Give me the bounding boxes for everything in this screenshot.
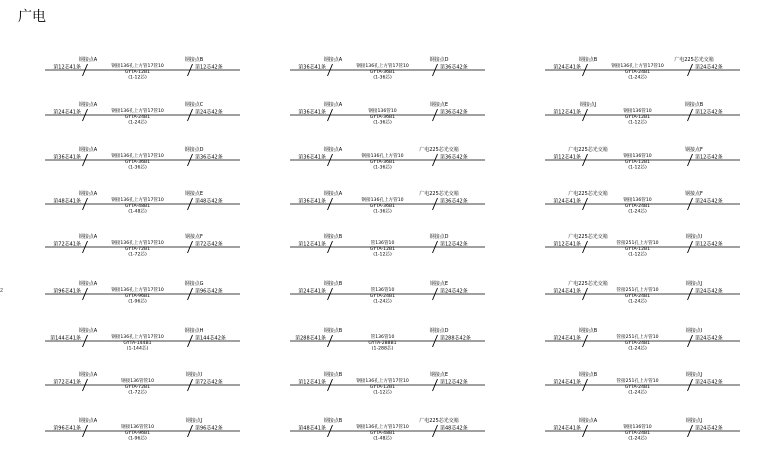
route-description: 管接251孔上方管10 <box>616 335 659 340</box>
cable-segment <box>290 371 485 396</box>
fiber-count-label: 第24芯42条 <box>695 379 723 386</box>
splice-point-label: 钢接点E <box>184 191 204 197</box>
route-description: 钢接136孔上方管17管10 <box>111 109 164 114</box>
splice-point-label: 钢接点D <box>184 147 204 153</box>
core-range: (1-12芯) <box>373 252 392 258</box>
route-description: 钢接136管10 <box>623 154 652 159</box>
fiber-count-label: 第24芯42条 <box>695 64 723 71</box>
cable-segment <box>45 280 240 305</box>
fiber-count-label: 第288芯42条 <box>440 335 471 342</box>
splice-point-label: 钢接点D <box>429 234 449 240</box>
cable-model: GYTA-24B1 <box>624 70 651 75</box>
splice-point-label: 钢接点A <box>78 57 98 63</box>
cable-model: GYTA-36B1 <box>369 115 396 120</box>
fiber-count-label: 第72芯42条 <box>195 379 223 386</box>
splice-point-label: 钢接点B <box>323 281 343 287</box>
splice-point-label: 钢接点A <box>78 328 98 334</box>
route-description: 钢接136孔上方管17管10 <box>111 64 164 69</box>
cable-model: GYTA-12B1 <box>369 247 396 252</box>
splice-point-label: 钢接点A <box>323 57 343 63</box>
core-range: (1-12芯) <box>628 165 647 171</box>
fiber-count-label: 第72芯41条 <box>53 241 81 248</box>
core-range: (1-24芯) <box>628 299 647 305</box>
fiber-count-label: 第48芯42条 <box>195 198 223 205</box>
cable-model: GYTA-24B1 <box>369 294 396 299</box>
cable-model: GYTA-36B1 <box>369 204 396 209</box>
fiber-count-label: 第48芯41条 <box>53 198 81 205</box>
cable-model: GYTA-36B1 <box>124 160 151 165</box>
fiber-count-label: 第24芯42条 <box>440 288 468 295</box>
cable-segment <box>545 233 740 258</box>
core-range: (1-96芯) <box>128 299 147 305</box>
splice-point-label: 钢接点B <box>578 57 598 63</box>
splice-point-label: 钢接点A <box>323 147 343 153</box>
cable-model: GYTA-96B1 <box>124 431 151 436</box>
core-range: (1-24芯) <box>628 209 647 215</box>
fiber-count-label: 第288芯41条 <box>295 335 326 342</box>
fiber-count-label: 第24芯41条 <box>298 288 326 295</box>
route-description: 管接251孔上方管10 <box>616 288 659 293</box>
core-range: (1-36芯) <box>373 209 392 215</box>
fiber-count-label: 第36芯41条 <box>298 64 326 71</box>
cable-model: GYTA-288B1 <box>368 341 397 346</box>
fiber-count-label: 第96芯42条 <box>195 288 223 295</box>
splice-point-label: 钢接点C <box>184 102 204 108</box>
splice-point-label: 广电225芯光交箱 <box>419 418 459 424</box>
cable-segment <box>45 417 240 442</box>
fiber-count-label: 第36芯41条 <box>298 198 326 205</box>
splice-point-label: 钢接点J <box>685 418 703 424</box>
cable-model: GYTA-24B1 <box>624 385 651 390</box>
cable-model: GYTA-12B1 <box>369 385 396 390</box>
core-range: (1-144芯) <box>126 346 149 352</box>
fiber-count-label: 第144芯41条 <box>50 335 81 342</box>
route-description: 钢接136管10 <box>368 109 397 114</box>
route-description: 钢接136管管10 <box>121 425 154 430</box>
cable-segment <box>45 371 240 396</box>
cable-segment <box>45 56 240 81</box>
splice-point-label: 钢接点A <box>323 102 343 108</box>
cable-model: GYTA-96B1 <box>124 294 151 299</box>
fiber-count-label: 第24芯41条 <box>553 425 581 432</box>
core-range: (1-48芯) <box>373 436 392 442</box>
fiber-count-label: 第12芯42条 <box>695 154 723 161</box>
splice-point-label: 广电225芯光交箱 <box>568 234 608 240</box>
cable-segment <box>290 280 485 305</box>
fiber-count-label: 第24芯42条 <box>695 288 723 295</box>
core-range: (1-24芯) <box>373 299 392 305</box>
splice-point-label: 钢接点A <box>78 147 98 153</box>
route-description: 钢接136孔上方管17管10 <box>111 335 164 340</box>
cable-segment <box>545 280 740 305</box>
fiber-count-label: 第12芯42条 <box>195 64 223 71</box>
route-description: 管136管10 <box>370 335 395 340</box>
fiber-count-label: 第48芯42条 <box>440 425 468 432</box>
fiber-count-label: 第36芯41条 <box>53 154 81 161</box>
fiber-count-label: 第12芯41条 <box>298 379 326 386</box>
core-range: (1-24芯) <box>628 436 647 442</box>
splice-point-label: 钢接点A <box>578 418 598 424</box>
cable-model: GYTA-48B1 <box>124 204 151 209</box>
splice-point-label: 钢接点I <box>685 234 703 240</box>
route-description: 管136管10 <box>370 288 395 293</box>
splice-point-label: 广电225芯光交箱 <box>568 147 608 153</box>
splice-point-label: 广电225芯光交箱 <box>568 191 608 197</box>
cable-segment <box>45 101 240 126</box>
cable-model: GYTA-72B1 <box>124 385 151 390</box>
route-description: 钢接136孔上方管17管10 <box>111 241 164 246</box>
fiber-count-label: 第24芯42条 <box>695 335 723 342</box>
core-range: (1-24芯) <box>628 346 647 352</box>
fiber-count-label: 第36芯42条 <box>195 154 223 161</box>
route-description: 钢接136孔上方管17管10 <box>111 154 164 159</box>
fiber-count-label: 第36芯42条 <box>440 109 468 116</box>
fiber-count-label: 第24芯41条 <box>553 288 581 295</box>
route-description: 钢接136孔上方管17管10 <box>111 288 164 293</box>
core-range: (1-96芯) <box>128 436 147 442</box>
edge-mark: z <box>0 287 4 294</box>
fiber-count-label: 第12芯42条 <box>695 241 723 248</box>
route-description: 钢接136孔上方管10 <box>361 198 404 203</box>
route-description: 钢接136孔上方管17管10 <box>356 64 409 69</box>
cable-model: GYTA-12B1 <box>624 160 651 165</box>
core-range: (1-24芯) <box>628 75 647 81</box>
splice-point-label: 钢接点B <box>578 328 598 334</box>
cable-segment <box>290 56 485 81</box>
cable-segment <box>45 146 240 171</box>
splice-point-label: 钢接点B <box>323 328 343 334</box>
route-description: 管接251孔上方管10 <box>616 241 659 246</box>
cable-segment <box>45 327 240 352</box>
splice-point-label: 钢接点A <box>78 234 98 240</box>
fiber-count-label: 第96芯41条 <box>53 425 81 432</box>
route-description: 钢接136孔上方管17管10 <box>611 64 664 69</box>
splice-point-label: 钢接点I <box>185 372 203 378</box>
route-description: 钢接136管10 <box>623 109 652 114</box>
cable-segment <box>290 233 485 258</box>
splice-point-label: 钢接点J <box>185 418 203 424</box>
cable-model: GYTA-48B1 <box>369 431 396 436</box>
cable-segment <box>545 417 740 442</box>
splice-point-label: 广电225芯光交箱 <box>419 191 459 197</box>
cable-segment <box>290 327 485 352</box>
core-range: (1-36芯) <box>373 75 392 81</box>
fiber-count-label: 第72芯42条 <box>195 241 223 248</box>
fiber-count-label: 第36芯41条 <box>298 154 326 161</box>
splice-point-label: 广电225芯光交箱 <box>568 281 608 287</box>
fiber-count-label: 第36芯42条 <box>440 154 468 161</box>
cable-segment <box>545 101 740 126</box>
cable-segment <box>290 101 485 126</box>
splice-point-label: 钢接点E <box>429 372 449 378</box>
route-description: 管136管10 <box>370 241 395 246</box>
route-description: 钢接136管10 <box>623 198 652 203</box>
cable-model: GYTA-12B1 <box>624 247 651 252</box>
core-range: (1-36芯) <box>373 120 392 126</box>
fiber-count-label: 第72芯41条 <box>53 379 81 386</box>
cable-model: GYTA-24B1 <box>624 431 651 436</box>
fiber-count-label: 第24芯41条 <box>553 198 581 205</box>
fiber-count-label: 第12芯42条 <box>440 379 468 386</box>
core-range: (1-12芯) <box>373 390 392 396</box>
fiber-count-label: 第36芯42条 <box>440 198 468 205</box>
fiber-count-label: 第24芯42条 <box>195 109 223 116</box>
fiber-count-label: 第12芯41条 <box>553 109 581 116</box>
splice-point-label: 钢接点D <box>429 57 449 63</box>
splice-point-label: 钢接点E <box>429 102 449 108</box>
fiber-count-label: 第12芯42条 <box>695 109 723 116</box>
cable-segment <box>290 417 485 442</box>
cable-model: GYTA-24B1 <box>624 204 651 209</box>
splice-point-label: 钢接点A <box>78 102 98 108</box>
splice-point-label: 钢接点B <box>323 372 343 378</box>
splice-point-label: 钢接点A <box>78 191 98 197</box>
splice-point-label: 钢接点A <box>78 418 98 424</box>
fiber-count-label: 第24芯41条 <box>553 335 581 342</box>
cable-model: GYTA-12B1 <box>624 115 651 120</box>
fiber-count-label: 第12芯41条 <box>53 64 81 71</box>
fiber-count-label: 第144芯42条 <box>195 335 226 342</box>
core-range: (1-288芯) <box>371 346 394 352</box>
splice-point-label: 钢接点F <box>185 234 203 240</box>
fiber-count-label: 第12芯41条 <box>298 241 326 248</box>
cable-segment <box>290 190 485 215</box>
splice-point-label: 广电225芯光交箱 <box>674 57 714 63</box>
core-range: (1-36芯) <box>373 165 392 171</box>
cable-model: GYTA-36B1 <box>369 70 396 75</box>
fiber-count-label: 第96芯42条 <box>195 425 223 432</box>
core-range: (1-36芯) <box>128 165 147 171</box>
cable-segment <box>545 371 740 396</box>
splice-point-label: 钢接点A <box>323 191 343 197</box>
cable-model: GYTA-24B1 <box>624 294 651 299</box>
splice-point-label: 钢接点B <box>323 234 343 240</box>
cable-model: GYTA-72B1 <box>124 247 151 252</box>
splice-point-label: 钢接点I <box>685 328 703 334</box>
cable-model: GYTA-144B1 <box>123 341 152 346</box>
fiber-count-label: 第36芯42条 <box>440 64 468 71</box>
splice-point-label: 广电225芯光交箱 <box>419 147 459 153</box>
core-range: (1-24芯) <box>128 120 147 126</box>
core-range: (1-12芯) <box>628 120 647 126</box>
fiber-count-label: 第24芯41条 <box>553 64 581 71</box>
splice-point-label: 钢接点D <box>429 328 449 334</box>
splice-point-label: 钢接点F <box>685 147 703 153</box>
route-description: 钢接136孔上方管17管10 <box>356 425 409 430</box>
fiber-count-label: 第12芯41条 <box>553 154 581 161</box>
fiber-count-label: 第96芯41条 <box>53 288 81 295</box>
splice-point-label: 钢接点B <box>578 372 598 378</box>
route-description: 钢接136管10 <box>623 425 652 430</box>
cable-model: GYTA-24B1 <box>124 115 151 120</box>
splice-point-label: 钢接点H <box>184 328 204 334</box>
splice-point-label: 钢接点B <box>323 418 343 424</box>
cable-segment <box>290 146 485 171</box>
splice-point-label: 钢接点B <box>684 102 704 108</box>
fiber-count-label: 第24芯41条 <box>53 109 81 116</box>
core-range: (1-12芯) <box>628 252 647 258</box>
route-description: 钢接136孔上方管17管10 <box>356 379 409 384</box>
fiber-count-label: 第48芯41条 <box>298 425 326 432</box>
splice-point-label: 钢接点J <box>685 372 703 378</box>
splice-point-label: 钢接点B <box>184 57 204 63</box>
cable-model: GYTA-24B1 <box>624 341 651 346</box>
cable-segment <box>545 146 740 171</box>
fiber-count-label: 第36芯41条 <box>298 109 326 116</box>
route-description: 管接251孔上方管10 <box>616 379 659 384</box>
core-range: (1-72芯) <box>128 252 147 258</box>
route-description: 钢接136孔上方管17管10 <box>111 198 164 203</box>
fiber-count-label: 第12芯41条 <box>553 241 581 248</box>
splice-point-label: 钢接点J <box>685 281 703 287</box>
cable-segment <box>545 56 740 81</box>
route-description: 钢接136管管10 <box>121 379 154 384</box>
splice-point-label: 钢接点A <box>78 372 98 378</box>
splice-point-label: 钢接点E <box>429 281 449 287</box>
cable-segment <box>45 233 240 258</box>
page-title: 广电 <box>18 9 46 25</box>
cable-model: GYTA-36B1 <box>369 160 396 165</box>
fiber-count-label: 第24芯42条 <box>695 198 723 205</box>
core-range: (1-72芯) <box>128 390 147 396</box>
core-range: (1-24芯) <box>628 390 647 396</box>
cable-segment <box>545 190 740 215</box>
core-range: (1-12芯) <box>128 75 147 81</box>
route-description: 钢接136孔上方管10 <box>361 154 404 159</box>
fiber-count-label: 第24芯42条 <box>695 425 723 432</box>
splice-point-label: 钢接点A <box>78 281 98 287</box>
splice-point-label: 钢接点F <box>685 191 703 197</box>
core-range: (1-48芯) <box>128 209 147 215</box>
fiber-count-label: 第24芯41条 <box>553 379 581 386</box>
fiber-count-label: 第12芯42条 <box>440 241 468 248</box>
cable-segment <box>45 190 240 215</box>
cable-model: GYTA-12B1 <box>124 70 151 75</box>
cable-segment <box>545 327 740 352</box>
splice-point-label: 钢接点J <box>579 102 597 108</box>
splice-point-label: 钢接点G <box>184 281 204 287</box>
